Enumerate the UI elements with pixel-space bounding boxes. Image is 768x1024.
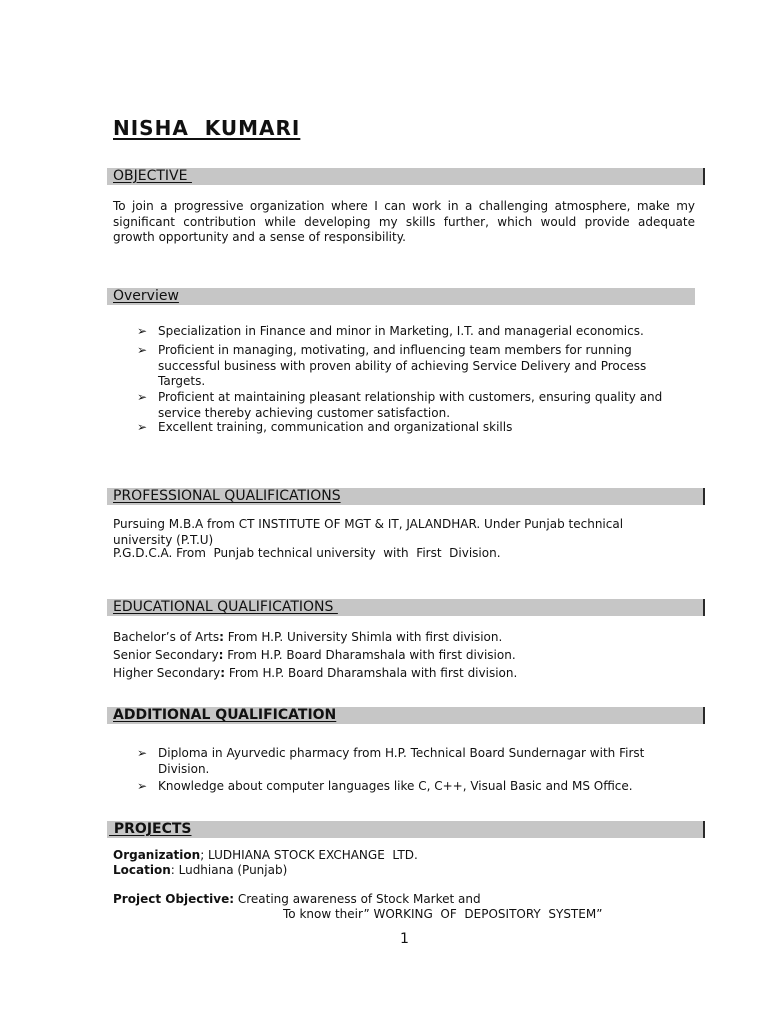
education-label: Bachelor’s of Arts: [113, 630, 220, 644]
education-text: From H.P. Board Dharamshala with first division.: [225, 666, 518, 680]
arrow-bullet-icon: ➢: [137, 343, 148, 357]
project-location: [113, 863, 287, 879]
education-label: Higher Secondary: [113, 666, 221, 680]
projects-heading: PROJECTS: [109, 821, 192, 837]
page-number: 1: [400, 931, 409, 947]
additional-heading: ADDITIONAL QUALIFICATION: [113, 707, 337, 723]
arrow-bullet-icon: ➢: [137, 390, 148, 404]
organization-label: Organization: [113, 848, 201, 862]
list-item-text: Proficient at maintaining pleasant relationship with customers, ensuring quality and service thereby achieving customer satisfaction.: [158, 390, 663, 420]
project-organization: [113, 848, 418, 864]
candidate-name: NISHA KUMARI: [113, 116, 301, 140]
overview-heading-bar: [107, 288, 695, 305]
education-sep: :: [218, 648, 224, 662]
project-objective-label: Project Objective:: [113, 892, 235, 906]
arrow-bullet-icon: ➢: [137, 779, 148, 793]
location-label: Location: [113, 863, 171, 877]
list-item-text: Diploma in Ayurvedic pharmacy from H.P. Technical Board Sundernagar with First Division.: [158, 746, 645, 776]
education-label: Senior Secondary: [113, 648, 219, 662]
project-objective-value: Creating awareness of Stock Market and: [234, 892, 481, 906]
list-item: [137, 779, 697, 795]
arrow-bullet-icon: ➢: [137, 420, 148, 434]
educational-heading: EDUCATIONAL QUALIFICATIONS: [113, 599, 338, 615]
list-item: [137, 420, 697, 436]
list-item-text: Knowledge about computer languages like C, C++, Visual Basic and MS Office.: [158, 779, 633, 793]
list-item: [137, 324, 697, 340]
objective-heading-bar: [107, 168, 705, 185]
objective-text: To join a progressive organization where I can work in a challenging atmosphere, make my significant contribution while developing my skills further, which would provide adequate growth opportunity and a sense of responsibility.: [113, 199, 695, 244]
overview-heading: Overview: [113, 288, 179, 304]
arrow-bullet-icon: ➢: [137, 324, 148, 338]
list-item: [137, 746, 697, 777]
education-sep: :: [220, 666, 226, 680]
objective-heading: OBJECTIVE: [113, 168, 192, 184]
education-text: From H.P. Board Dharamshala with first division.: [223, 648, 516, 662]
list-item: [137, 390, 697, 421]
education-line: [113, 630, 502, 646]
list-item-text: Specialization in Finance and minor in Marketing, I.T. and managerial economics.: [158, 324, 644, 338]
education-text: From H.P. University Shimla with first division.: [223, 630, 503, 644]
organization-value: ; LUDHIANA STOCK EXCHANGE LTD.: [200, 848, 418, 862]
project-objective-line-2: To know their” WORKING OF DEPOSITORY SYSTEM”: [283, 907, 603, 921]
education-line: [113, 648, 516, 664]
arrow-bullet-icon: ➢: [137, 746, 148, 760]
list-item-text: Proficient in managing, motivating, and influencing team members for running successful business with proven ability of achieving Service Delivery and Process Targets.: [158, 343, 647, 388]
professional-heading: PROFESSIONAL QUALIFICATIONS: [113, 488, 341, 504]
education-sep: :: [219, 630, 224, 644]
education-line: [113, 666, 517, 682]
location-value: : Ludhiana (Punjab): [170, 863, 288, 877]
professional-heading-bar: [107, 488, 705, 505]
professional-line-2: P.G.D.C.A. From Punjab technical university with First Division.: [113, 546, 501, 560]
professional-line-1: Pursuing M.B.A from CT INSTITUTE OF MGT & IT, JALANDHAR. Under Punjab technical university (P.T.U): [113, 517, 624, 547]
educational-heading-bar: [107, 599, 705, 616]
list-item-text: Excellent training, communication and organizational skills: [158, 420, 513, 434]
projects-heading-bar: [107, 821, 705, 838]
project-objective: [113, 892, 481, 908]
additional-heading-bar: [107, 707, 705, 724]
list-item: [137, 343, 697, 390]
